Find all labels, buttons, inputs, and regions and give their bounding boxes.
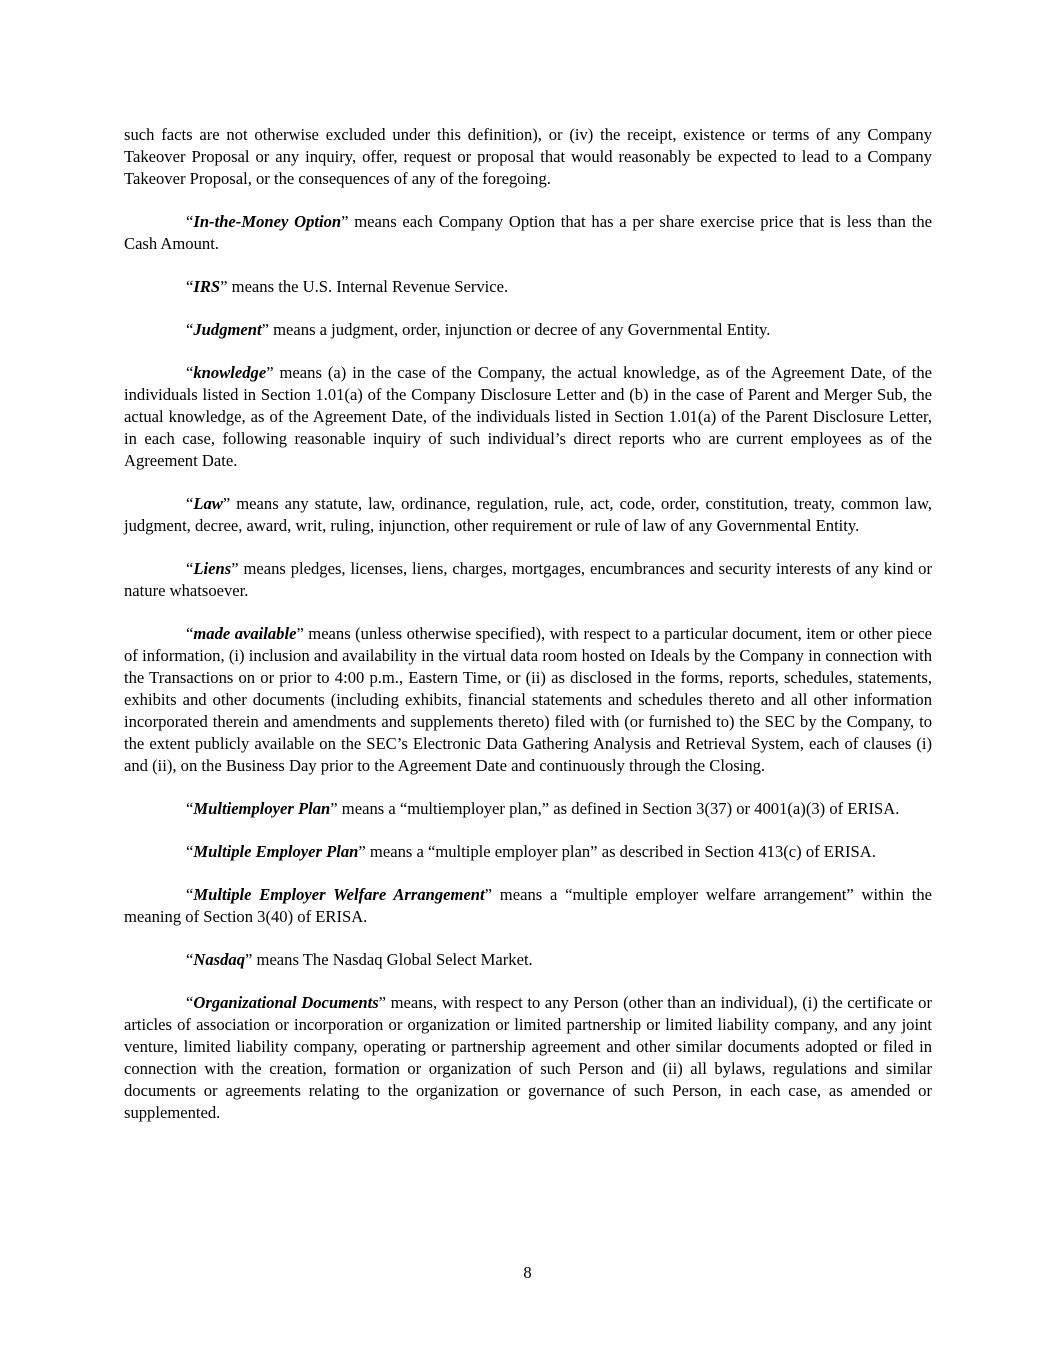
defined-term: Organizational Documents xyxy=(193,993,379,1012)
continuation-paragraph: such facts are not otherwise excluded under this definition), or (iv) the receipt, existence or terms of any Company Takeover Proposal or any inquiry, offer, request or proposal that would reasonably be expected to lead to a Company Takeover Proposal, or the consequences of any of the foregoing. xyxy=(124,125,932,188)
definition-irs: “IRS” means the U.S. Internal Revenue Service. xyxy=(186,277,509,296)
definition-text: means a judgment, order, injunction or decree of any Governmental Entity. xyxy=(268,320,771,339)
document-page xyxy=(124,124,932,1145)
definition-knowledge: “knowledge” means (a) in the case of the Company, the actual knowledge, as of the Agreement Date, of the individuals listed in Section 1.01(a) of the Company Disclosure Letter and (b) in the case of Parent and Merger Sub, the actual knowledge, as of the Agreement Date, of the individuals listed in Section 1.01(a) of the Parent Disclosure Letter, in each case, following reasonable inquiry of such individual’s direct reports who are current employees as of the Agreement Date. xyxy=(124,363,932,470)
defined-term: Multiple Employer Welfare Arrangement xyxy=(193,885,485,904)
defined-term: made available xyxy=(193,624,297,643)
definition-in-the-money-option: “In-the-Money Option” means each Company Option that has a per share exercise price that is less than the Cash Amount. xyxy=(124,212,932,253)
definition-text: means a “multiple employer plan” as described in Section 413(c) of ERISA. xyxy=(365,842,876,861)
definition-multiemployer-plan: “Multiemployer Plan” means a “multiemployer plan,” as defined in Section 3(37) or 4001(a)(3) of ERISA. xyxy=(186,799,900,818)
definition-multiple-employer-welfare-arrangement: “Multiple Employer Welfare Arrangement” means a “multiple employer welfare arrangement” within the meaning of Section 3(40) of ERISA. xyxy=(124,885,932,926)
defined-term: Nasdaq xyxy=(193,950,246,969)
definition-text: means (unless otherwise specified), with respect to a particular document, item or other piece of information, (i) inclusion and availability in the virtual data room hosted on Ideals by the Company in connection with the Transactions on or prior to 4:00 p.m., Eastern Time, or (ii) as disclosed in the forms, reports, schedules, statements, exhibits and other documents (including exhibits, financial statements and schedules thereto and all other information incorporated therein and amendments and supplements thereto) filed with (or furnished to) the SEC by the Company, to the extent publicly available on the SEC’s Electronic Data Gathering Analysis and Retrieval System, each of clauses (i) and (ii), on the Business Day prior to the Agreement Date and continuously through the Closing. xyxy=(124,624,933,775)
defined-term: Judgment xyxy=(193,320,262,339)
definition-nasdaq: “Nasdaq” means The Nasdaq Global Select Market. xyxy=(186,950,533,969)
defined-term: knowledge xyxy=(193,363,267,382)
definition-multiple-employer-plan: “Multiple Employer Plan” means a “multiple employer plan” as described in Section 413(c) of ERISA. xyxy=(186,842,876,861)
defined-term: Multiemployer Plan xyxy=(193,799,331,818)
definition-text: means each Company Option that has a per share exercise price that is less than the Cash Amount. xyxy=(124,212,932,253)
defined-term: Multiple Employer Plan xyxy=(193,842,359,861)
page-number: 8 xyxy=(523,1263,532,1282)
definition-judgment: “Judgment” means a judgment, order, injunction or decree of any Governmental Entity. xyxy=(186,320,771,339)
defined-term: In-the-Money Option xyxy=(193,212,342,231)
defined-term: Law xyxy=(193,494,223,513)
definition-text: means the U.S. Internal Revenue Service. xyxy=(227,277,509,296)
defined-term: IRS xyxy=(193,277,221,296)
definition-text: means any statute, law, ordinance, regulation, rule, act, code, order, constitution, treaty, common law, judgment, decree, award, writ, ruling, injunction, other requirement or rule of law of any Governmental Entity. xyxy=(124,494,932,535)
definition-made-available: “made available” means (unless otherwise specified), with respect to a particular document, item or other piece of information, (i) inclusion and availability in the virtual data room hosted on Ideals by the Company in connection with the Transactions on or prior to 4:00 p.m., Eastern Time, or (ii) as disclosed in the forms, reports, schedules, statements, exhibits and other documents (including exhibits, financial statements and schedules thereto and all other information incorporated therein and amendments and supplements thereto) filed with (or furnished to) the SEC by the Company, to the extent publicly available on the SEC’s Electronic Data Gathering Analysis and Retrieval System, each of clauses (i) and (ii), on the Business Day prior to the Agreement Date and continuously through the Closing. xyxy=(124,624,933,775)
definition-liens: “Liens” means pledges, licenses, liens, charges, mortgages, encumbrances and security interests of any kind or nature whatsoever. xyxy=(124,559,932,600)
definition-organizational-documents: “Organizational Documents” means, with respect to any Person (other than an individual), (i) the certificate or articles of association or incorporation or organization or limited partnership or limited liability company, and any joint venture, limited liability company, operating or partnership agreement and other similar documents adopted or filed in connection with the creation, formation or organization of such Person and (ii) all bylaws, regulations and similar documents or agreements relating to the organization or governance of such Person, in each case, as amended or supplemented. xyxy=(124,993,932,1122)
definition-text: means pledges, licenses, liens, charges, mortgages, encumbrances and security interests of any kind or nature whatsoever. xyxy=(124,559,932,600)
definition-text: means a “multiple employer welfare arrangement” within the meaning of Section 3(40) of ERISA. xyxy=(124,885,932,926)
definition-text: means (a) in the case of the Company, the actual knowledge, as of the Agreement Date, of the individuals listed in Section 1.01(a) of the Company Disclosure Letter and (b) in the case of Parent and Merger Sub, the actual knowledge, as of the Agreement Date, of the individuals listed in Section 1.01(a) of the Parent Disclosure Letter, in each case, following reasonable inquiry of such individual’s direct reports who are current employees as of the Agreement Date. xyxy=(124,363,932,470)
definition-text: means a “multiemployer plan,” as defined in Section 3(37) or 4001(a)(3) of ERISA. xyxy=(337,799,900,818)
definition-text: means, with respect to any Person (other than an individual), (i) the certificate or articles of association or incorporation or organization or limited partnership or limited liability company, and any joint venture, limited liability company, operating or partnership agreement and other similar documents adopted or filed in connection with the creation, formation or organization of such Person and (ii) all bylaws, regulations and similar documents or agreements relating to the organization or governance of such Person, in each case, as amended or supplemented. xyxy=(124,993,932,1122)
defined-term: Liens xyxy=(193,559,232,578)
definition-law: “Law” means any statute, law, ordinance, regulation, rule, act, code, order, constitution, treaty, common law, judgment, decree, award, writ, ruling, injunction, other requirement or rule of law of any Governmental Entity. xyxy=(124,494,932,535)
definition-text: means The Nasdaq Global Select Market. xyxy=(252,950,533,969)
